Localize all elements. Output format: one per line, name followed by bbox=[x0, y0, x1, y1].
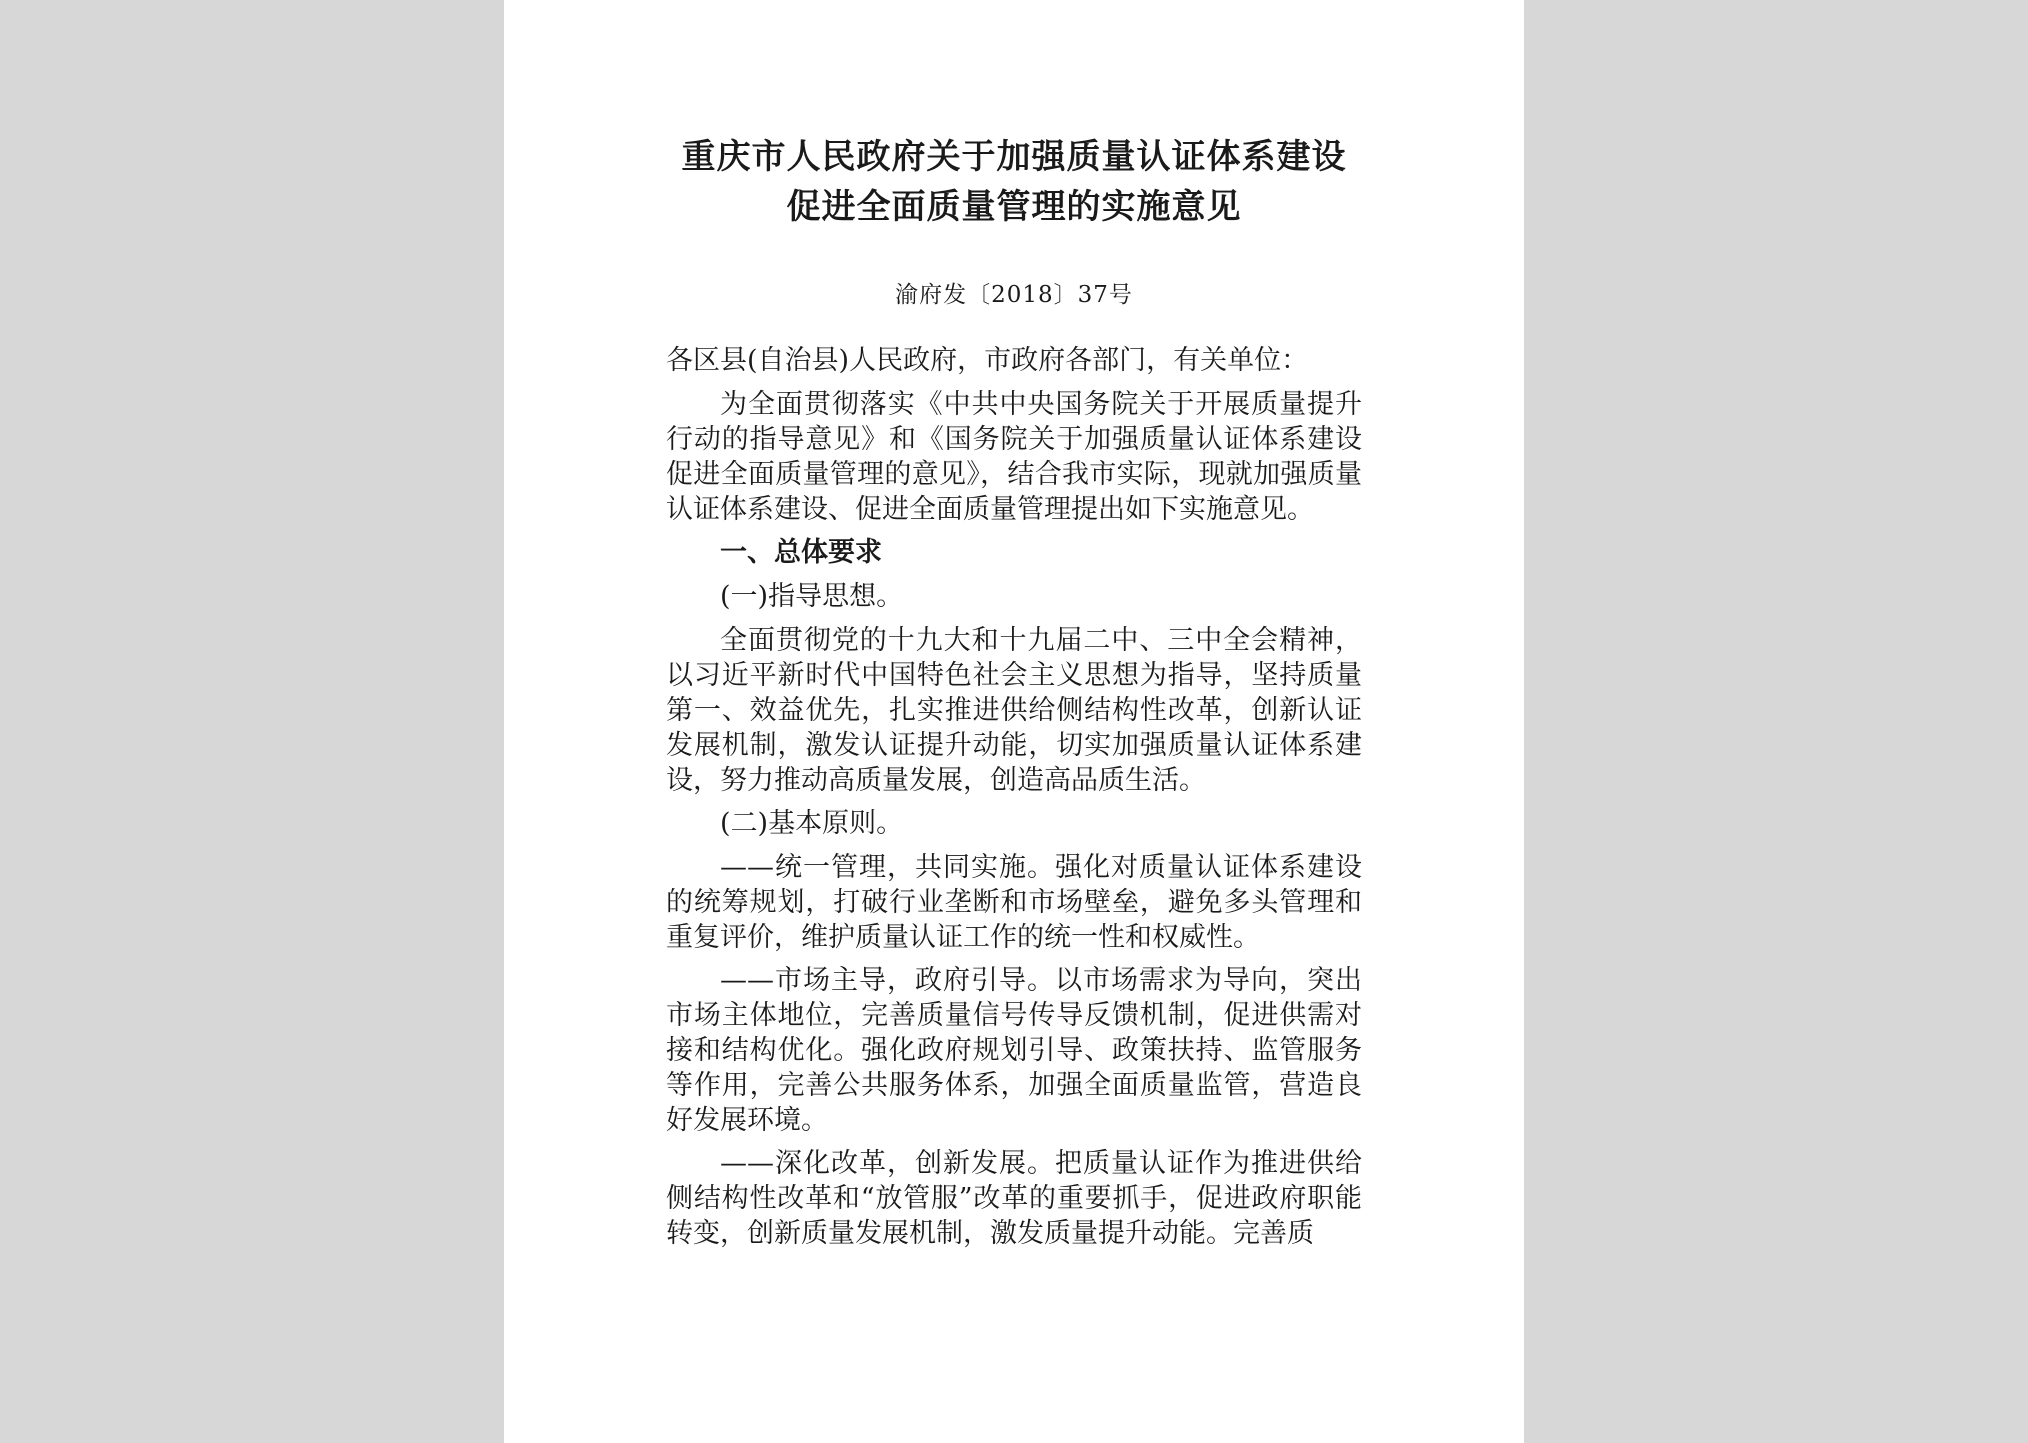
document-page bbox=[504, 0, 1524, 1443]
addressee: 各区县(自治县)人民政府，市政府各部门，有关单位： bbox=[666, 345, 1309, 376]
subsection-heading-basic-principles: (二)基本原则。 bbox=[720, 808, 904, 839]
principle-paragraph-2: ——市场主导，政府引导。以市场需求为导向，突出市场主体地位，完善质量信号传导反馈机制，促进供需对接和结构优化。强化政府规划引导、政策扶持、监管服务等作用，完善公共服务体系，加强全面质量监管，营造良好发展环境。 bbox=[666, 965, 1362, 1136]
principle-paragraph-1: ——统一管理，共同实施。强化对质量认证体系建设的统筹规划，打破行业垄断和市场壁垒，避免多头管理和重复评价，维护质量认证工作的统一性和权威性。 bbox=[666, 852, 1362, 953]
title-line-2: 促进全面质量管理的实施意见 bbox=[786, 187, 1242, 227]
subsection-heading-guiding-ideology: (一)指导思想。 bbox=[720, 581, 904, 612]
title-line-1: 重庆市人民政府关于加强质量认证体系建设 bbox=[681, 137, 1347, 177]
document-number: 渝府发〔2018〕37号 bbox=[895, 282, 1133, 308]
principle-paragraph-3: ——深化改革，创新发展。把质量认证作为推进供给侧结构性改革和“放管服”改革的重要抓手，促进政府职能转变，创新质量发展机制，激发质量提升动能。完善质 bbox=[666, 1148, 1362, 1249]
section-heading-general-requirements: 一、总体要求 bbox=[720, 537, 882, 568]
intro-paragraph: 为全面贯彻落实《中共中央国务院关于开展质量提升行动的指导意见》和《国务院关于加强质量认证体系建设促进全面质量管理的意见》，结合我市实际，现就加强质量认证体系建设、促进全面质量管理提出如下实施意见。 bbox=[666, 389, 1362, 525]
guiding-ideology-paragraph: 全面贯彻党的十九大和十九届二中、三中全会精神，以习近平新时代中国特色社会主义思想为指导，坚持质量第一、效益优先，扎实推进供给侧结构性改革，创新认证发展机制，激发认证提升动能，切实加强质量认证体系建设，努力推动高质量发展，创造高品质生活。 bbox=[666, 625, 1362, 796]
document-title bbox=[666, 132, 1362, 232]
